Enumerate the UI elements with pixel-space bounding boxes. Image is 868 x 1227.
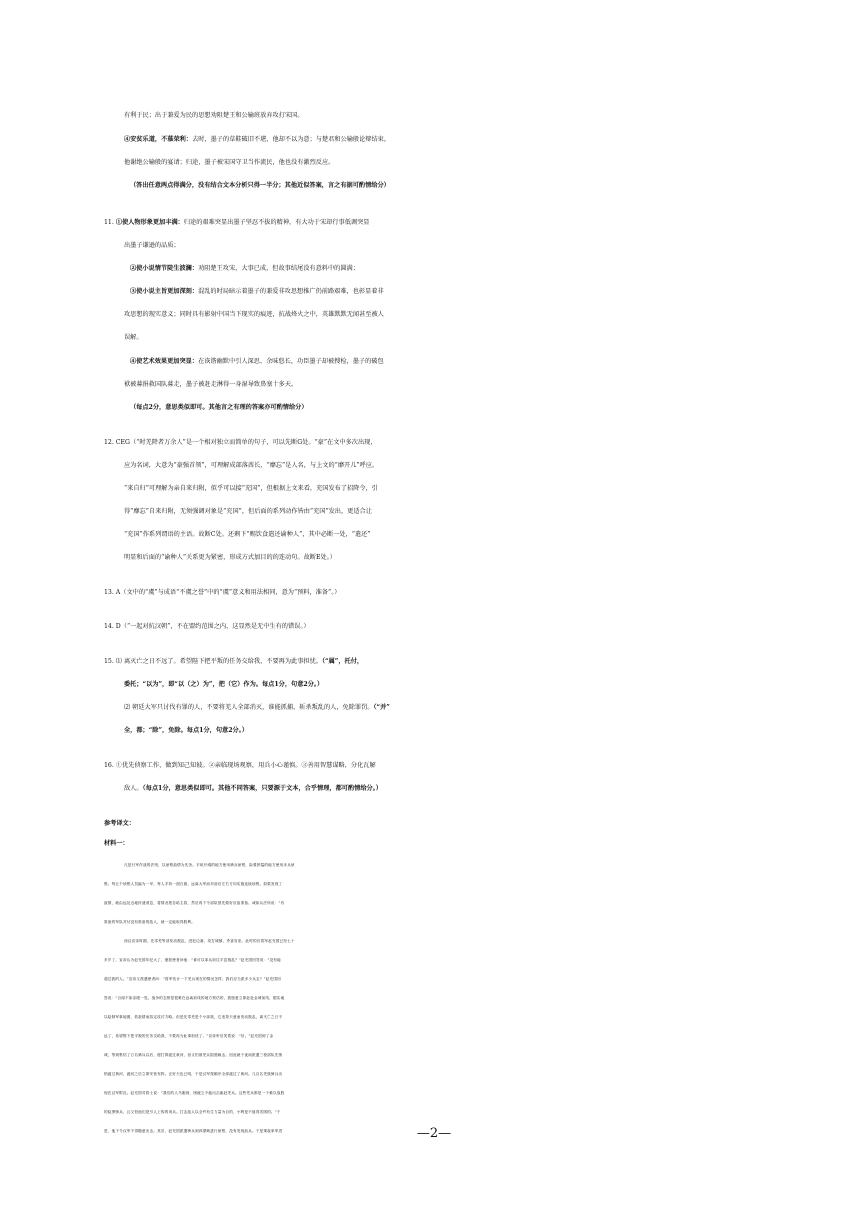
text-run: 敌人。 bbox=[124, 785, 143, 792]
text-run: 11. bbox=[104, 219, 116, 226]
translation-line: 悄渡过黄河，渡河之后立即安营布阵。正好天色已明，于是汉军按顺序全部渡过了黄河。几百名羌族骑兵出 bbox=[104, 1072, 283, 1076]
translation-line: 答说：“百闻不如亲眼一见。战争的态势是很难在远离前线的地方预估的，我愿意立即赶赴金城前线，据实地 bbox=[104, 996, 285, 1000]
answer-line bbox=[0, 305, 868, 325]
text-run: 12. CEG（“时羌降者万余人”是一个相对独立而简单的句子，可以先断G处。“豪”在文中多次出现， bbox=[104, 439, 377, 446]
text-run: 攻思想的现实意义；同时具有影射中国当下现实的痕迹，抗战烽火之中，英雄默默无闻甚至被人 bbox=[124, 311, 384, 318]
answer-line bbox=[0, 456, 868, 476]
answer-line bbox=[0, 814, 868, 834]
translation-line: 远了，希望陛下把平叛的任务交给我，不要再为此事担忧了。”宣帝听后笑着说：“好。”赵充国到了金 bbox=[104, 1034, 274, 1038]
text-run: 出墨子谦逊的品质； bbox=[124, 242, 180, 249]
text-run: “来自归”可理解为亲自来归附，似乎可以接“充国”，但根据上文来看，充国发布了招降令，引 bbox=[124, 485, 378, 492]
text-run: 16. ①优先侦察工作，做到知己知彼。②亲临现场观察，用兵小心谨慎。③善用智慧谋略，分化瓦解 bbox=[104, 762, 376, 769]
answer-line bbox=[0, 352, 868, 372]
answer-line bbox=[0, 479, 868, 499]
text-run: 归途的艰难突显出墨子坚忍不拔的精神，有大功于宋却行事低调突显 bbox=[183, 219, 370, 226]
bold-text: ②使小说情节陡生波澜： bbox=[130, 265, 199, 272]
answer-line bbox=[0, 756, 868, 776]
translation-line: 以绘制军事地图，依敌情而拟定攻讨方略。但是先零羌是个小部族，它违背天意而发动叛乱，离灭亡之日不 bbox=[104, 1015, 283, 1019]
answer-line bbox=[0, 259, 868, 279]
translation-line: 察。每五个侦察人员编为一甲，每人手持一面白旗，远离大军而对前后左右方向实施连续侦察。如果发现了 bbox=[104, 882, 283, 886]
answer-line bbox=[0, 236, 868, 256]
text-run: “充国”作系列谓语的主语。故断C处。还剩下“赐饮食遣还谕种人”，其中必断一处，“遣还” bbox=[124, 531, 371, 538]
answer-line bbox=[0, 548, 868, 568]
answer-line bbox=[0, 502, 868, 522]
translation-line: 城，等到集结了万名骑兵以后，便打算渡过黄河，但又怕被羌兵阻遏截击。因此就于夜间派遣三校部队先悄 bbox=[104, 1053, 283, 1057]
page-number: —2— bbox=[416, 1126, 452, 1141]
text-run: 去时，墨子的草鞋破旧不堪，他却不以为意；与楚君和公输般论辩结束， bbox=[192, 136, 391, 143]
text-run: 得“靡忘”自来归附，无须强调对象是“充国”，但后面的系列动作皆由“充国”发出，更适合让 bbox=[124, 508, 372, 515]
answer-line bbox=[0, 398, 868, 418]
bold-text: ④安贫乐道，不慕荣利： bbox=[124, 136, 193, 143]
answer-line bbox=[0, 153, 868, 173]
translation-line: 的骁勇骑兵，且又怕他们是引人上钩的诱兵。打击敌人以全歼有生力量为目的，小利是不值得贪图的。”于 bbox=[104, 1110, 281, 1114]
answer-line bbox=[0, 721, 868, 741]
bold-text: （“属”，托付， bbox=[321, 658, 364, 665]
text-run: 误解。 bbox=[124, 334, 143, 341]
bold-text: 全，都；“除”，免除。每点1分，句意2分。） bbox=[124, 727, 249, 734]
bold-text: ④使艺术效果更加突显： bbox=[130, 358, 199, 365]
bold-text: （答出任意两点得满分，没有结合文本分析只得一半分；其他近似答案，言之有据可酌情给分） bbox=[130, 182, 390, 189]
text-run: 劝阻楚王攻宋，大事已成，但故事结尾没有意料中的圆满； bbox=[198, 265, 359, 272]
text-run: ⑵ 朝廷大军只讨伐有罪的人，不要将羌人全部消灭，谁能抓捕、斩杀叛乱的人，免除罪罚。 bbox=[124, 704, 374, 711]
text-run: 14. D（“一起对抗汉朝”，不在盟约范围之内，这显然是无中生有的错误。） bbox=[104, 623, 310, 630]
translation-line: 凡是行军作战的法则，以侦察敌情为先务。平坦开阔的地方使用骑兵侦察，险要狭隘的地方使用步兵侦 bbox=[124, 863, 295, 867]
answer-line bbox=[0, 675, 868, 695]
translation-line: 现在汉军附近。赵充国对将士说：“我们的人马刚到，困疲乏不能出击驱赶羌兵。这些羌兵都是一下难以战胜 bbox=[104, 1091, 285, 1095]
translation-line: 准备的军队对付没有准备的敌人，就一定能取得胜利。 bbox=[104, 920, 196, 924]
answer-line bbox=[0, 130, 868, 150]
translation-line: 多岁了，宣帝认为赵充国年纪大了，便派使者问他：“谁可以率兵前往平息叛乱？”赵充国回答说：“没有能 bbox=[104, 958, 281, 962]
bold-text: 参考译文： bbox=[104, 820, 135, 827]
translation-line: 超过我的人。”宣帝又派遣使者问：“将军估计一下羌兵现在的情况怎样，我们应当派多少兵去？”赵充国回 bbox=[104, 977, 281, 981]
answer-line bbox=[0, 525, 868, 545]
answer-line bbox=[0, 282, 868, 302]
text-run: 混乱的时局暗示着墨子的兼爱非攻思想推广仍前路艰难，也彰显着非 bbox=[198, 288, 384, 295]
answer-line bbox=[0, 213, 868, 233]
answer-line bbox=[0, 328, 868, 348]
answer-line bbox=[0, 375, 868, 395]
answer-line bbox=[0, 698, 868, 718]
text-run: 15. ⑴ 离灭亡之日不远了。希望陛下把平叛的任务交给我，不要再为此事担忧。 bbox=[104, 658, 322, 665]
answer-line bbox=[0, 779, 868, 799]
answer-line bbox=[0, 583, 868, 603]
translation-line: 是，他下令汉军不得随意出击。其后，赵充国派遣骑兵到四望峡进行侦察，没有发现敌兵。于是乘夜率军进 bbox=[104, 1129, 283, 1133]
bold-text: （每点2分，意思类似即可。其他言之有理的答案亦可酌情给分） bbox=[130, 404, 308, 411]
text-run: 13. A（文中的“虞”与成语“不虞之誉”中的“虞”意义和用法相同，意为“预料，准备”。） bbox=[104, 589, 341, 596]
answer-line bbox=[0, 652, 868, 672]
bold-text: ③使小说主旨更加深刻： bbox=[130, 288, 199, 295]
answer-line bbox=[0, 176, 868, 196]
answer-line bbox=[0, 433, 868, 453]
answer-line bbox=[0, 106, 868, 126]
text-run: 应为名词，大意为“豪强首领”，可理解成部落酋长，“靡忘”是人名，与上文的“靡开儿”呼应。 bbox=[124, 462, 379, 469]
bold-text: （每点1分，意思类似即可。其他不同答案，只要源于文本，合乎情理，都可酌情给分。） bbox=[142, 785, 382, 792]
answer-line bbox=[0, 834, 868, 854]
text-run: 有利于民；出于兼爱为民的思想劝阻楚王和公输班放弃攻打宋国。 bbox=[124, 112, 304, 119]
translation-line: 西汉宣帝时期，先零羌等部发动叛乱，进犯边塞，攻打城镇，杀害官吏。此时的后将军赵充国已经七十 bbox=[124, 939, 295, 943]
text-run: 明显和后面的“谕种人”关系更为紧密，形成方式加目的的连动句。故断E处。） bbox=[124, 554, 336, 561]
text-run: 他谢绝公输般的宴请；归途，墨子被宋国守卫当作流民，他也没有激烈反应。 bbox=[124, 159, 335, 166]
text-run: 袱被募捐救国队募走，墨子被赶走淋得一身湿导致鼻塞十多天。 bbox=[124, 381, 298, 388]
text-run: 在诙谐幽默中引人深思、余味悠长，功臣墨子却被搜检，墨子的破包 bbox=[198, 358, 384, 365]
answer-line bbox=[0, 617, 868, 637]
translation-line: 敌情，就由远及近地传递消息，将情况报告给主将，然后再下令部队预先做好应敌准备。诚如兵法所说：“有 bbox=[104, 901, 285, 905]
bold-text: 委托；“以为”，即“以（之）为”，把（它）作为。每点1分，句意2分。） bbox=[124, 681, 324, 688]
bold-text: 材料一： bbox=[104, 840, 129, 847]
bold-text: ①使人物形象更加丰满： bbox=[115, 219, 184, 226]
bold-text: （“并” bbox=[373, 704, 390, 711]
